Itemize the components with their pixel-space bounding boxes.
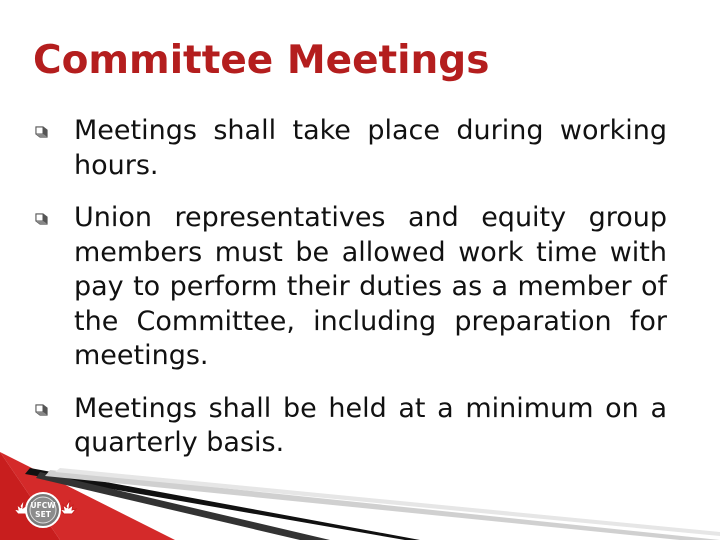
cube-bullet-icon [35,403,48,416]
slide-title: Committee Meetings [33,38,490,83]
bullet-text: Union representatives and equity group members must be allowed work time with pay to perform their duties as a member of the Committee, including preparation for meetings. [74,202,667,371]
logo-text-line2: SET [35,510,51,519]
bullet-item [35,392,667,461]
bullet-item [35,201,667,374]
logo-text-line1: UFCW [30,501,56,510]
bullet-list [35,114,667,479]
maple-leaf-union-logo [8,484,78,534]
bullet-item [35,114,667,183]
cube-bullet-icon [35,125,48,138]
bullet-text: Meetings shall be held at a minimum on a quarterly basis. [74,392,667,458]
maple-leaf-icon [60,500,76,514]
cube-bullet-icon [35,212,48,225]
bullet-text: Meetings shall take place during working hours. [74,115,667,181]
